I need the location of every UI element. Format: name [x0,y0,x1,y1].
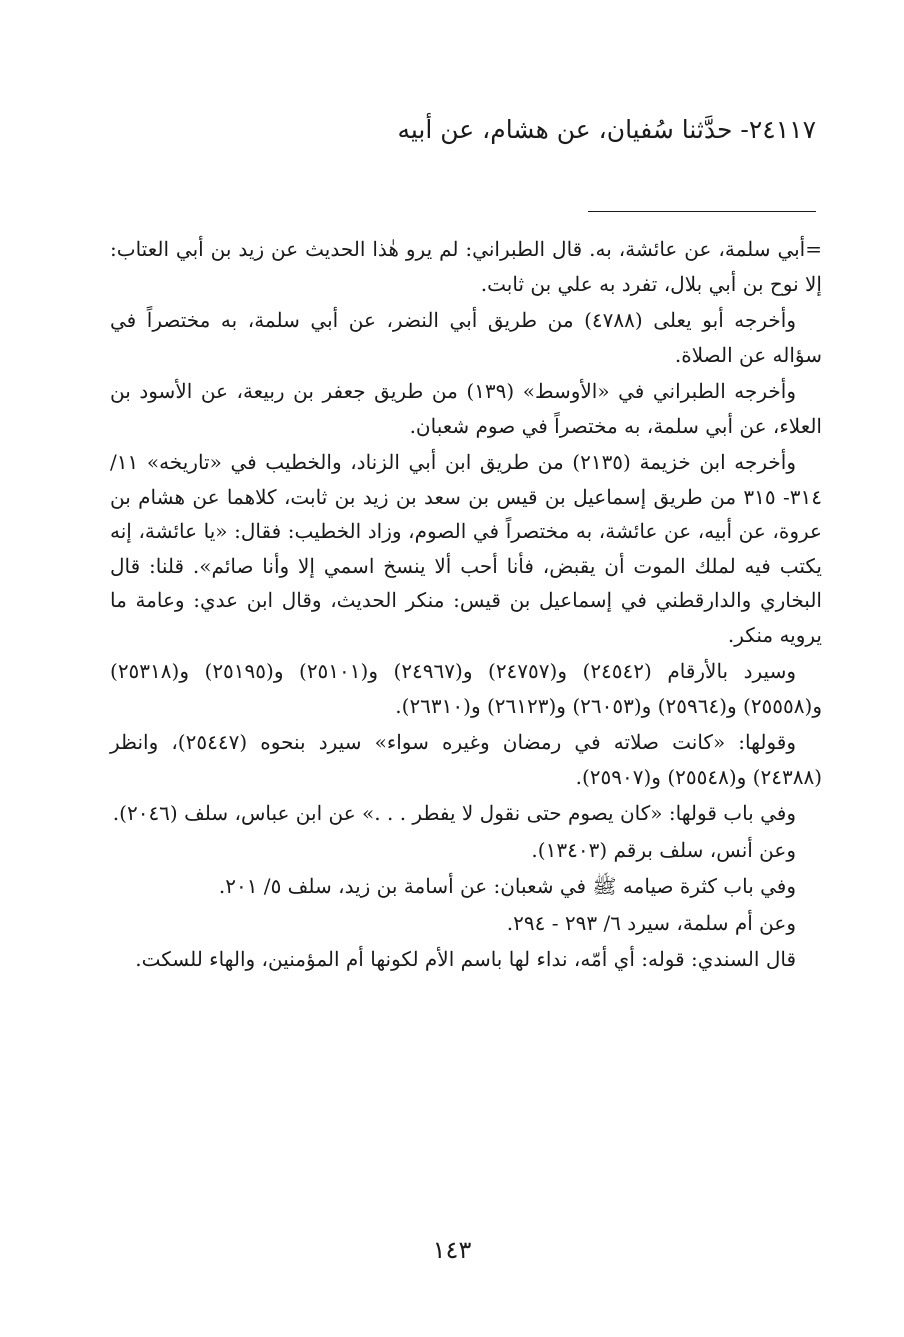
footnote-paragraph: وأخرجه الطبراني في «الأوسط» (١٣٩) من طريق جعفر بن ربيعة، عن الأسود بن العلاء، عن أبي سلمة، به مختصراً في صوم شعبان. [110,379,822,438]
footnote-paragraph: =أبي سلمة، عن عائشة، به. قال الطبراني: لم يرو هٰذا الحديث عن زيد بن أبي العتاب: إلا نوح بن أبي بلال، تفرد به علي بن ثابت. [110,237,822,296]
page-number: ١٤٣ [432,1236,472,1264]
footnote-paragraph: وسيرد بالأرقام (٢٤٥٤٢) و(٢٤٧٥٧) و(٢٤٩٦٧) و(٢٥١٠١) و(٢٥١٩٥) و(٢٥٣١٨) و(٢٥٥٥٨) و(٢٥٩٦٤) و(٢٦٠٥٣) و(٢٦١٢٣) و(٢٦٣١٠). [110,659,822,718]
footnotes [110,232,822,979]
footnote-paragraph: وقولها: «كانت صلاته في رمضان وغيره سواء» سيرد بنحوه (٢٥٤٤٧)، وانظر (٢٤٣٨٨) و(٢٥٥٤٨) و(٢٥٩٠٧). [110,730,822,789]
footnote-paragraph: وأخرجه أبو يعلى (٤٧٨٨) من طريق أبي النضر، عن أبي سلمة، به مختصراً في سؤاله عن الصلاة. [110,308,822,367]
footnote-paragraph: وفي باب قولها: «كان يصوم حتى نقول لا يفطر . . .» عن ابن عباس، سلف (٢٠٤٦). [112,801,796,825]
footnote-paragraph: وعن أم سلمة، سيرد ٦/ ٢٩٣ - ٢٩٤. [506,910,796,935]
footnote-paragraph: قال السندي: قوله: أي أمّه، نداء لها باسم الأم لكونها أم المؤمنين، والهاء للسكت. [135,947,796,971]
footnote-paragraph: وعن أنس، سلف برقم (١٣٤٠٣). [531,837,796,862]
footnote-paragraph: وفي باب كثرة صيامه ﷺ في شعبان: عن أسامة بن زيد، سلف ٥/ ٢٠١. [218,874,796,898]
footnote-paragraph: وأخرجه ابن خزيمة (٢١٣٥) من طريق ابن أبي الزناد، والخطيب في «تاريخه» ١١/ ٣١٤- ٣١٥ من طريق إسماعيل بن قيس بن سعد بن زيد بن ثابت، كلاهما عن هشام بن عروة، عن أبيه، عن عائشة، به مختصراً في الصوم، وزاد الخطيب: فقال: «يا عائشة، إنه يكتب فيه لملك الموت أن يقبض، فأنا أحب ألا ينسخ اسمي إلا وأنا صائم». قلنا: قال البخاري والدارقطني في إسماعيل بن قيس: منكر الحديث، وقال ابن عدي: وعامة ما يرويه منكر. [110,450,822,647]
footnote-separator [588,211,816,212]
hadith-heading: ٢٤١١٧- حدَّثنا سُفيان، عن هشام، عن أبيه [397,115,816,144]
